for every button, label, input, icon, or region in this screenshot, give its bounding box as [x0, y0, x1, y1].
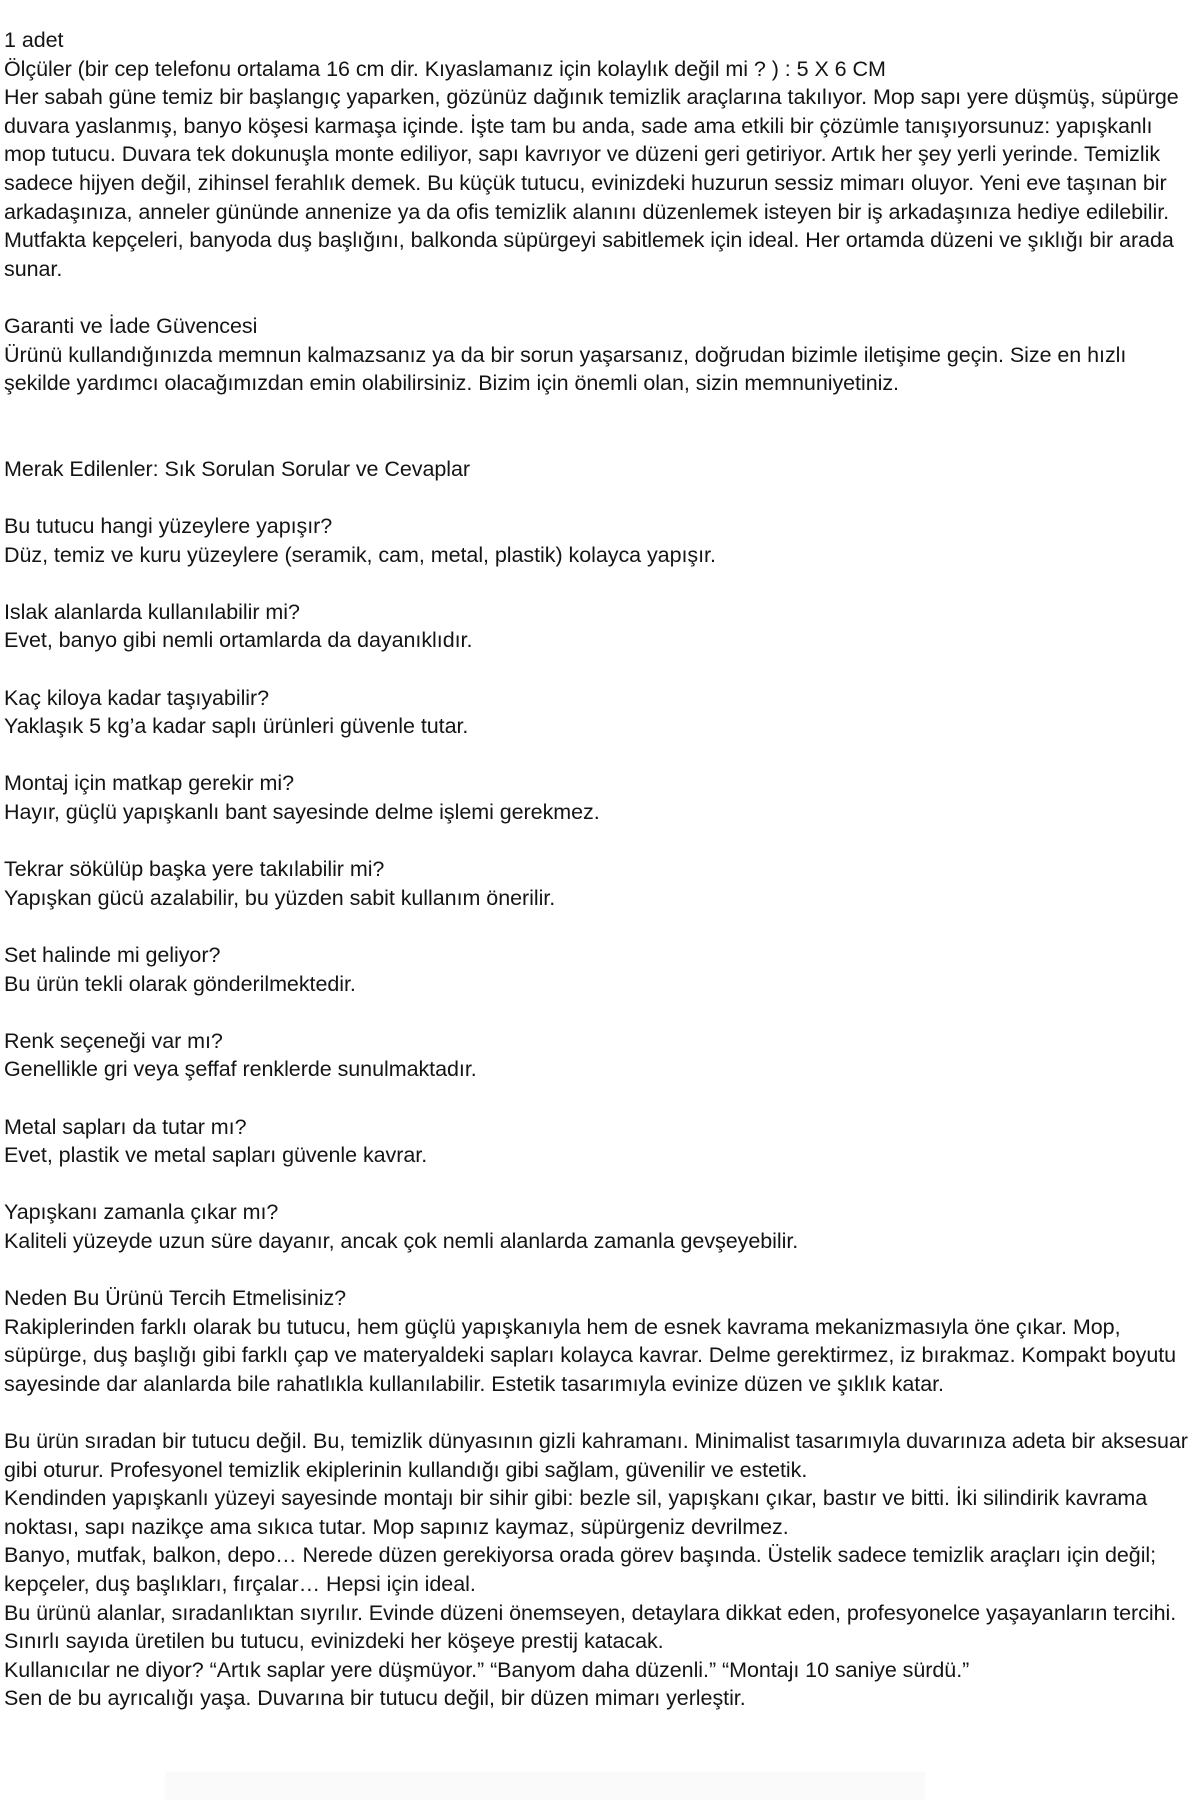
faq-heading: Merak Edilenler: Sık Sorulan Sorular ve Cevaplar [4, 456, 471, 481]
faq-item [4, 684, 1190, 741]
faq-answer: Düz, temiz ve kuru yüzeylere (seramik, cam, metal, plastik) kolayca yapışır. [4, 542, 716, 567]
faq-question: Metal sapları da tutar mı? [4, 1114, 247, 1139]
spacer [4, 426, 1190, 455]
spacer [4, 1170, 1190, 1199]
spacer [4, 655, 1190, 684]
why-choose-heading: Neden Bu Ürünü Tercih Etmelisiniz? [4, 1286, 347, 1311]
warranty-heading: Garanti ve İade Güvencesi [4, 313, 258, 338]
faq-question: Set halinde mi geliyor? [4, 943, 221, 967]
document-body [4, 26, 1190, 1713]
closing-paragraph-4: Bu ürünü alanlar, sıradanlıktan sıyrılır. Evinde düzeni önemseyen, detaylara dikkat eden, profesyonelce yaşayanların tercihi. Sınırlı sayıda üretilen bu tutucu, evinizdeki her köşeye prestij katacak. [4, 1600, 1177, 1654]
spacer [4, 569, 1190, 598]
faq-answer: Evet, banyo gibi nemli ortamlarda da dayanıklıdır. [4, 628, 473, 653]
dimensions-line: Ölçüler (bir cep telefonu ortalama 16 cm dir. Kıyaslamanız için kolaylık değil mi ? ) : 5 X 6 CM [4, 56, 886, 81]
closing-paragraph-6: Sen de bu ayrıcalığı yaşa. Duvarına bir tutucu değil, bir düzen mimarı yerleştir. [4, 1686, 746, 1711]
closing-paragraph-2: Kendinden yapışkanlı yüzeyi sayesinde montajı bir sihir gibi: bezle sil, yapışkanı çıkar, bastır ve bitti. İki silindirik kavrama noktası, sapı nazikçe ama sıkıca tutar. Mop sapınız kaymaz, süpürgeniz devrilmez. [4, 1486, 1148, 1539]
spacer [4, 1256, 1190, 1285]
why-choose-body: Rakiplerinden farklı olarak bu tutucu, hem güçlü yapışkanıyla hem de esnek kavrama mekanizmasıyla öne çıkar. Mop, süpürge, duş başlığı gibi farklı çap ve materyaldeki sapları kolayca kavrar. Delme gerektirmez, iz bırakmaz. Kompakt boyutu sayesinde dar alanlarda bile rahatlıkla kullanılabilir. Estetik tasarımıyla evinize düzen ve şıklık katar. [4, 1314, 1177, 1396]
faq-question: Bu tutucu hangi yüzeylere yapışır? [4, 514, 333, 539]
spacer [4, 741, 1190, 770]
faq-answer: Kaliteli yüzeyde uzun süre dayanır, ancak çok nemli alanlarda zamanla gevşeyebilir. [4, 1228, 799, 1253]
spacer [4, 1399, 1190, 1428]
footer-plate [165, 1772, 925, 1800]
faq-answer: Yapışkan gücü azalabilir, bu yüzden sabit kullanım önerilir. [4, 885, 556, 910]
faq-item [4, 1113, 1190, 1170]
faq-answer: Hayır, güçlü yapışkanlı bant sayesinde delme işlemi gerekmez. [4, 800, 600, 825]
spacer [4, 1084, 1190, 1113]
faq-question: Renk seçeneği var mı? [4, 1028, 223, 1053]
spacer [4, 484, 1190, 513]
faq-question: Montaj için matkap gerekir mi? [4, 771, 295, 796]
closing-paragraph-3: Banyo, mutfak, balkon, depo… Nerede düzen gerekiyorsa orada görev başında. Üstelik sadece temizlik araçları için değil; kepçeler, duş başlıkları, fırçalar… Hepsi için ideal. [4, 1543, 1157, 1597]
faq-item [4, 598, 1190, 655]
faq-question: Yapışkanı zamanla çıkar mı? [4, 1200, 279, 1225]
spacer [4, 283, 1190, 312]
faq-answer: Yaklaşık 5 kg’a kadar saplı ürünleri güvenle tutar. [4, 714, 469, 739]
faq-answer: Evet, plastik ve metal sapları güvenle kavrar. [4, 1143, 428, 1168]
faq-item [4, 769, 1190, 826]
faq-item [4, 512, 1190, 569]
faq-answer: Genellikle gri veya şeffaf renklerde sunulmaktadır. [4, 1057, 477, 1082]
faq-item [4, 855, 1190, 912]
quantity-line: 1 adet [4, 28, 64, 52]
faq-question: Islak alanlarda kullanılabilir mi? [4, 599, 300, 624]
spacer [4, 912, 1190, 941]
closing-paragraph-1: Bu ürün sıradan bir tutucu değil. Bu, temizlik dünyasının gizli kahramanı. Minimalist tasarımıyla duvarınıza adeta bir aksesuar gibi oturur. Profesyonel temizlik ekiplerinin kullandığı gibi sağlam, güvenilir ve estetik. [4, 1429, 1188, 1482]
closing-paragraph-5: Kullanıcılar ne diyor? “Artık saplar yere düşmüyor.” “Banyom daha düzenli.” “Montajı 10 saniye sürdü.” [4, 1657, 970, 1682]
spacer [4, 827, 1190, 856]
faq-item [4, 1198, 1190, 1255]
spacer [4, 398, 1190, 427]
intro-paragraph: Her sabah güne temiz bir başlangıç yaparken, gözünüz dağınık temizlik araçlarına takılıyor. Mop sapı yere düşmüş, süpürge duvara yaslanmış, banyo köşesi karmaşa içinde. İşte tam bu anda, sade ama etkili bir çözümle tanışıyorsunuz: yapışkanlı mop tutucu. Duvara tek dokunuşla monte ediliyor, sapı kavrıyor ve düzeni geri getiriyor. Artık her şey yerli yerinde. Temizlik sadece hijyen değil, zihinsel ferahlık demek. Bu küçük tutucu, evinizdeki huzurun sessiz mimarı oluyor. Yeni eve taşınan bir arkadaşınıza, anneler gününde annenize ya da ofis temizlik alanını düzenlemek isteyen bir iş arkadaşınıza hediye edilebilir. Mutfakta kepçeleri, banyoda duş başlığını, balkonda süpürgeyi sabitlemek için ideal. Her ortamda düzeni ve şıklığı bir arada sunar. [4, 85, 1179, 281]
faq-question: Tekrar sökülüp başka yere takılabilir mi? [4, 857, 385, 882]
faq-answer: Bu ürün tekli olarak gönderilmektedir. [4, 971, 356, 996]
faq-question: Kaç kiloya kadar taşıyabilir? [4, 685, 270, 710]
spacer [4, 998, 1190, 1027]
faq-item [4, 1027, 1190, 1084]
warranty-body: Ürünü kullandığınızda memnun kalmazsanız ya da bir sorun yaşarsanız, doğrudan bizimle iletişime geçin. Size en hızlı şekilde yardımcı olacağımızdan emin olabilirsiniz. Bizim için önemli olan, sizin memnuniyetiniz. [4, 342, 1127, 396]
faq-item [4, 941, 1190, 998]
